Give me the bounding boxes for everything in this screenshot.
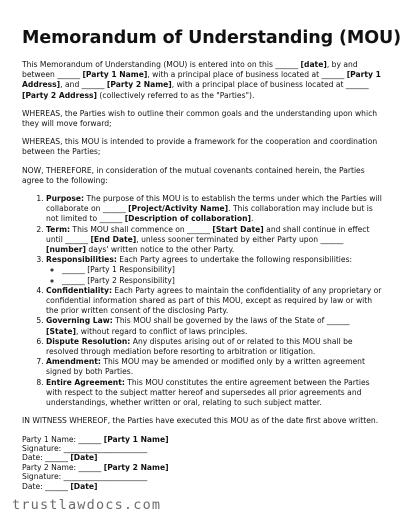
term-text: This MOU constitutes the entire agreement between the Parties with respect to the subject matter hereof and supersedes all prior agreements and understandings, whether written or oral, relating to such subject matter.: [46, 377, 370, 408]
party1-address-placeholder: [Party 1 Address]: [22, 70, 381, 90]
witness-paragraph: IN WITNESS WHEREOF, the Parties have executed this MOU as of the date first above written.: [22, 416, 379, 426]
term-text: This MOU shall commence on ______: [70, 224, 213, 234]
term-label: Dispute Resolution:: [46, 336, 131, 346]
term-dispute-resolution: [46, 337, 383, 357]
date-placeholder: [date]: [300, 60, 327, 69]
party2-address-placeholder: [Party 2 Address]: [22, 90, 98, 100]
therefore-paragraph: NOW, THEREFORE, in consideration of the mutual covenants contained herein, the Parties agree to the following:: [22, 165, 365, 185]
state-placeholder: [State]: [46, 326, 76, 336]
term-label: Purpose:: [46, 194, 85, 204]
party2-date-line: [22, 482, 383, 491]
term-text: days' written notice to the other Party.: [86, 245, 235, 255]
whereas-paragraph-2: WHEREAS, this MOU is intended to provide a framework for the cooperation and coordination between the Parties;: [22, 137, 378, 157]
term-text: Each Party agrees to maintain the confidentiality of any proprietary or confidential information shared as part of this MOU, except as required by law or with the prior written consent of the disclosing Party.: [46, 285, 382, 316]
term-governing-law: [46, 316, 383, 336]
sig-label: Date: ______: [22, 481, 71, 491]
term-term: [46, 225, 383, 256]
collaboration-description-placeholder: [Description of collaboration]: [124, 214, 251, 224]
term-label: Responsibilities:: [46, 255, 117, 265]
party1-date-line: [22, 453, 383, 462]
term-text: and shall continue in effect until ______: [46, 224, 370, 244]
party2-name-line: [22, 463, 383, 472]
end-date-placeholder: [End Date]: [90, 234, 137, 244]
terms-list: [22, 194, 383, 408]
term-confidentiality: [46, 286, 383, 317]
intro-text: (collectively referred to as the "Parties").: [97, 90, 255, 100]
signature-block: [22, 435, 383, 491]
term-text: The purpose of this MOU is to establish the terms under which the Parties will collaborate on ______: [46, 194, 382, 214]
intro-text: , by and between ______: [22, 60, 358, 80]
list-item: ◦ ______ [Party 2 Responsibility]: [62, 276, 383, 286]
term-text: Each Party agrees to undertake the following responsibilities:: [116, 255, 353, 265]
party2-signature-line: Signature: ______________________: [22, 472, 148, 482]
term-text: , unless sooner terminated by either Party upon ______: [136, 234, 344, 244]
intro-text: , with a principal place of business located at ______: [147, 70, 347, 80]
party1-signature-line: Signature: ______________________: [22, 443, 148, 453]
responsibilities-list: [46, 265, 383, 285]
intro-text: This Memorandum of Understanding (MOU) is entered into on this ______: [22, 60, 301, 69]
term-text: , without regard to conflict of laws principles.: [75, 326, 248, 336]
term-purpose: [46, 194, 383, 225]
date-placeholder: [Date]: [70, 453, 98, 463]
term-label: Governing Law:: [46, 316, 113, 326]
party1-name-placeholder: [Party 1 Name]: [82, 70, 148, 80]
date-placeholder: [Date]: [70, 481, 98, 491]
site-logo: trustlawdocs.com: [12, 497, 162, 513]
list-item: ◦ ______ [Party 1 Responsibility]: [62, 265, 383, 275]
term-amendment: [46, 357, 383, 377]
term-text: Any disputes arising out of or related to this MOU shall be resolved through mediation before resorting to arbitration or litigation.: [46, 336, 353, 357]
term-text: This MOU may be amended or modified only by a written agreement signed by both Parties.: [46, 357, 365, 377]
sig-label: Date: ______: [22, 453, 71, 463]
term-text: This MOU shall be governed by the laws of the State of ______: [112, 316, 350, 326]
sig-label: Party 2 Name: ______: [22, 462, 104, 472]
intro-text: , with a principal place of business located at ______: [171, 80, 369, 90]
project-name-placeholder: [Project/Activity Name]: [128, 204, 229, 214]
party1-name-line: [22, 435, 383, 444]
term-label: Entire Agreement:: [46, 377, 125, 387]
party2-name-placeholder: [Party 2 Name]: [106, 80, 172, 90]
term-label: Term:: [46, 224, 71, 234]
sig-label: Party 1 Name: ______: [22, 434, 104, 444]
term-text: .: [251, 214, 254, 224]
start-date-placeholder: [Start Date]: [212, 224, 264, 234]
intro-text: , and ______: [60, 80, 107, 90]
notice-days-placeholder: [number]: [46, 245, 86, 255]
intro-paragraph: [22, 60, 383, 101]
party2-name-placeholder: [Party 2 Name]: [103, 462, 169, 472]
document-title: Memorandum of Understanding (MOU): [22, 28, 402, 48]
term-text: . This collaboration may include but is not limited to ______: [46, 204, 373, 224]
party1-name-placeholder: [Party 1 Name]: [103, 434, 169, 444]
term-label: Amendment:: [46, 357, 101, 367]
term-responsibilities: [46, 255, 383, 286]
term-label: Confidentiality:: [46, 285, 112, 295]
whereas-paragraph-1: WHEREAS, the Parties wish to outline their common goals and the understanding upon which they will move forward;: [22, 108, 378, 129]
term-entire-agreement: [46, 378, 383, 409]
